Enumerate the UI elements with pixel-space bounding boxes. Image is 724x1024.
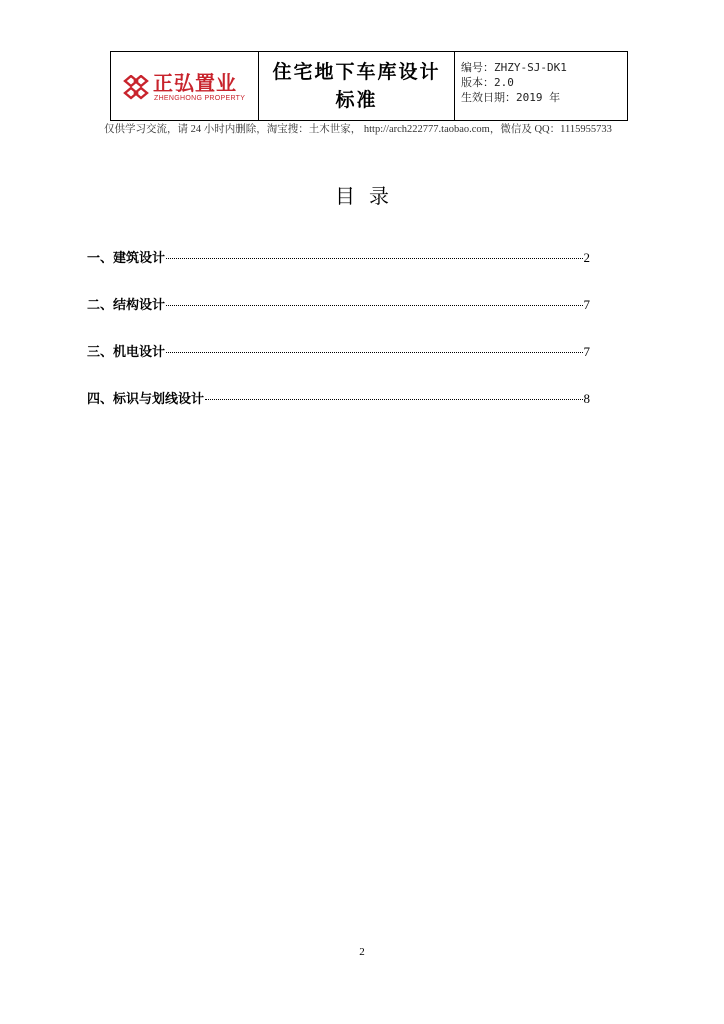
logo-cell [111, 52, 259, 120]
toc-entry-page: 8 [583, 391, 590, 406]
company-logo-icon [123, 75, 149, 101]
toc-entry-3[interactable] [87, 341, 590, 360]
toc-leader [205, 399, 582, 400]
toc-entry-label: 一、建筑设计 [87, 251, 166, 266]
document-title-line2: 标准 [335, 89, 378, 111]
toc-heading: 目录 [335, 184, 403, 208]
toc-leader [166, 258, 582, 259]
info-cell [455, 52, 627, 120]
title-cell [259, 52, 455, 120]
page-number: 2 [359, 946, 365, 958]
company-name-cn: 正弘置业 [153, 71, 237, 95]
toc-entry-1[interactable] [87, 247, 590, 266]
toc-entry-label: 四、标识与划线设计 [87, 392, 205, 407]
toc-entry-2[interactable] [87, 294, 590, 313]
toc-entry-label: 三、机电设计 [87, 345, 166, 360]
toc-entry-page: 7 [583, 344, 590, 359]
toc-entry-page: 2 [583, 250, 590, 265]
document-code: 编号：ZHZY-SJ-DK1 [461, 61, 567, 74]
toc-leader [166, 305, 582, 306]
effective-date: 生效日期：2019 年 [461, 91, 561, 104]
toc-entry-label: 二、结构设计 [87, 298, 166, 313]
toc-entry-4[interactable] [87, 388, 590, 407]
disclaimer-text: 仅供学习交流，请 24 小时内删除，淘宝搜：土木世家， http://arch222777.taobao.com，微信及 QQ：1115955733 [104, 124, 612, 135]
document-header [110, 51, 628, 121]
company-name-en: ZHENGHONG PROPERTY [154, 95, 246, 102]
document-version: 版本：2.0 [461, 76, 514, 89]
toc-leader [166, 352, 582, 353]
toc-entry-page: 7 [583, 297, 590, 312]
document-title-line1: 住宅地下车库设计 [272, 61, 441, 83]
